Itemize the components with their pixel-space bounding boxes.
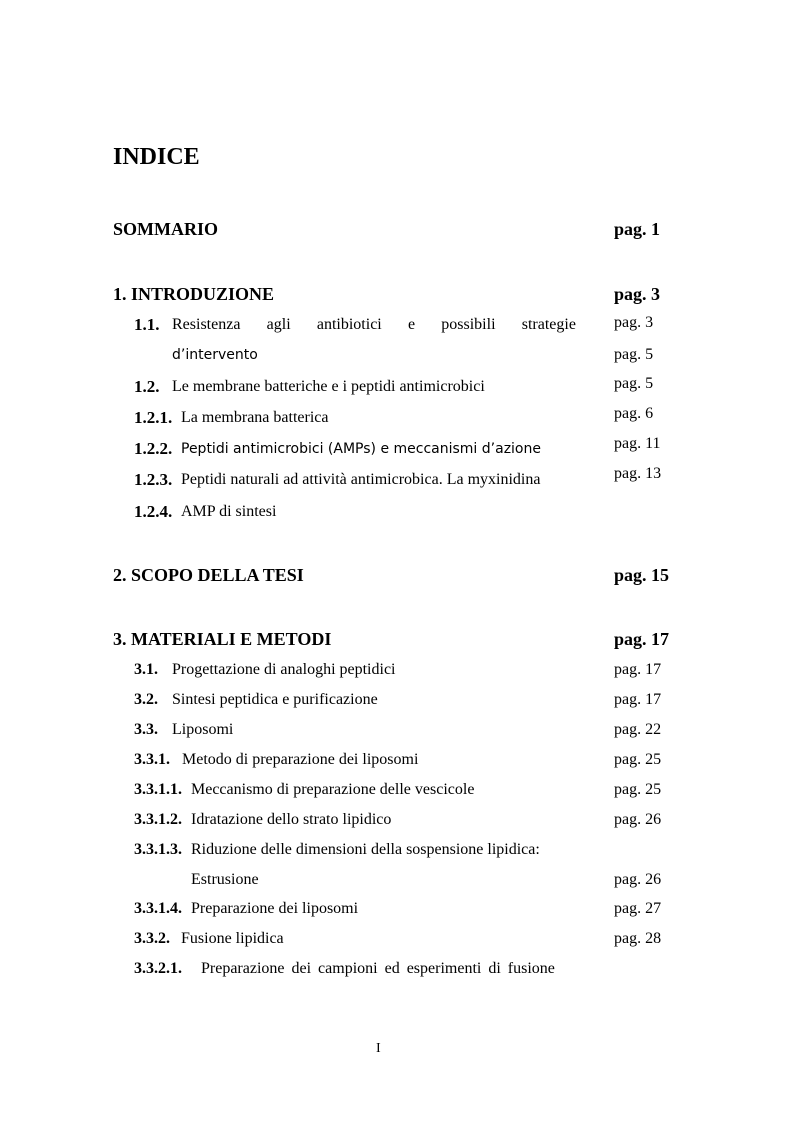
toc-page: pag. 25 bbox=[614, 751, 662, 768]
toc-number: 1.2.2. bbox=[134, 439, 173, 458]
page-title: INDICE bbox=[113, 144, 200, 170]
toc-text: Idratazione dello strato lipidico bbox=[191, 811, 392, 828]
toc-entry-3-3-2[interactable] bbox=[0, 927, 794, 951]
toc-page: pag. 26 bbox=[614, 811, 662, 828]
toc-entry-1-1[interactable] bbox=[0, 313, 794, 337]
toc-number: 3.3.1.2. bbox=[134, 811, 182, 828]
toc-page: pag. 15 bbox=[614, 565, 670, 585]
toc-page: pag. 26 bbox=[614, 871, 662, 888]
toc-word: strategie bbox=[521, 316, 576, 333]
toc-number: 1.1. bbox=[134, 315, 160, 334]
toc-entry-3-3-1[interactable] bbox=[0, 748, 794, 772]
toc-entry-1-1-cont[interactable] bbox=[0, 343, 794, 367]
toc-label: 2. SCOPO DELLA TESI bbox=[113, 565, 304, 585]
toc-label: 1. INTRODUZIONE bbox=[113, 284, 275, 304]
toc-number: 3.3.1.4. bbox=[134, 900, 182, 917]
toc-entry-3-3-1-1[interactable] bbox=[0, 778, 794, 802]
toc-number: 1.2.1. bbox=[134, 408, 173, 427]
toc-entry-3-2[interactable] bbox=[0, 688, 794, 712]
toc-number: 1.2.4. bbox=[134, 502, 173, 521]
toc-number: 3.1. bbox=[134, 661, 158, 678]
toc-entry-1-2-2[interactable] bbox=[0, 437, 794, 461]
toc-text: Progettazione di analoghi peptidici bbox=[172, 661, 396, 678]
toc-text: Fusione lipidica bbox=[181, 930, 284, 947]
toc-label: 3. MATERIALI E METODI bbox=[113, 629, 332, 649]
toc-page: pag. 13 bbox=[614, 465, 662, 482]
toc-number: 3.3.1. bbox=[134, 751, 170, 768]
toc-page: pag. 5 bbox=[614, 346, 654, 363]
toc-text: Liposomi bbox=[172, 721, 234, 738]
toc-number: 1.2.3. bbox=[134, 470, 173, 489]
toc-entry-1-2-4[interactable] bbox=[0, 500, 794, 524]
toc-page: pag. 17 bbox=[614, 629, 670, 649]
toc-entry-3-1[interactable] bbox=[0, 658, 794, 682]
toc-page: pag. 11 bbox=[614, 435, 661, 452]
toc-text: Peptidi naturali ad attività antimicrobica. La myxinidina bbox=[181, 471, 541, 488]
toc-page: pag. 25 bbox=[614, 781, 662, 798]
toc-word: e bbox=[407, 316, 416, 333]
toc-text: Estrusione bbox=[191, 871, 259, 888]
toc-page: pag. 27 bbox=[614, 900, 662, 917]
toc-text: Le membrane batteriche e i peptidi antimicrobici bbox=[172, 378, 485, 395]
toc-text: La membrana batterica bbox=[181, 409, 329, 426]
toc-page: pag. 17 bbox=[614, 661, 662, 678]
toc-text: Metodo di preparazione dei liposomi bbox=[182, 751, 419, 768]
toc-entry-1-2-3[interactable] bbox=[0, 465, 794, 492]
toc-text: Meccanismo di preparazione delle vescicole bbox=[191, 781, 475, 798]
toc-word: possibili bbox=[441, 316, 496, 333]
toc-word: Resistenza bbox=[172, 316, 241, 333]
toc-entry-scopo[interactable] bbox=[0, 563, 794, 587]
toc-number: 3.3.1.3. bbox=[134, 841, 182, 858]
toc-number: 1.2. bbox=[134, 377, 160, 396]
toc-number: 3.2. bbox=[134, 691, 158, 708]
toc-entry-introduzione[interactable] bbox=[0, 282, 794, 306]
page-number: I bbox=[376, 1041, 381, 1056]
toc-page: pag. 6 bbox=[614, 405, 654, 422]
toc-text: Preparazione dei liposomi bbox=[191, 900, 359, 917]
toc-number: 3.3.1.1. bbox=[134, 781, 182, 798]
toc-page: pag. 1 bbox=[614, 219, 661, 239]
toc-entry-3-3-1-3[interactable] bbox=[0, 838, 794, 862]
toc-text: Sintesi peptidica e purificazione bbox=[172, 691, 378, 708]
toc-text: Preparazione dei campioni ed esperimenti di fusione bbox=[201, 960, 555, 977]
toc-page: pag. 5 bbox=[614, 375, 654, 392]
toc-text bbox=[172, 313, 576, 337]
toc-entry-3-3-2-1[interactable] bbox=[0, 957, 794, 981]
toc-page: pag. 17 bbox=[614, 691, 662, 708]
toc-number: 3.3.2. bbox=[134, 930, 170, 947]
toc-text: d’intervento bbox=[172, 347, 258, 363]
toc-page: pag. 3 bbox=[614, 284, 661, 304]
toc-entry-materiali[interactable] bbox=[0, 627, 794, 651]
toc-label: SOMMARIO bbox=[113, 219, 218, 239]
toc-number: 3.3.2.1. bbox=[134, 960, 182, 977]
toc-word: antibiotici bbox=[316, 316, 382, 333]
toc-text: Peptidi antimicrobici (AMPs) e meccanismi d’azione bbox=[181, 441, 541, 457]
toc-text: Riduzione delle dimensioni della sospensione lipidica: bbox=[191, 841, 540, 858]
toc-text: AMP di sintesi bbox=[181, 503, 277, 520]
toc-entry-sommario[interactable] bbox=[0, 217, 794, 241]
toc-entry-3-3-1-4[interactable] bbox=[0, 897, 794, 921]
toc-page: pag. 22 bbox=[614, 721, 662, 738]
toc-entry-1-2-1[interactable] bbox=[0, 406, 794, 430]
toc-entry-3-3-1-3-cont[interactable] bbox=[0, 868, 794, 892]
toc-entry-3-3[interactable] bbox=[0, 718, 794, 742]
toc-entry-3-3-1-2[interactable] bbox=[0, 808, 794, 832]
toc-entry-1-2[interactable] bbox=[0, 375, 794, 399]
toc-number: 3.3. bbox=[134, 721, 158, 738]
toc-page: pag. 28 bbox=[614, 930, 662, 947]
toc-page: pag. 3 bbox=[614, 314, 654, 331]
toc-word: agli bbox=[266, 316, 291, 333]
